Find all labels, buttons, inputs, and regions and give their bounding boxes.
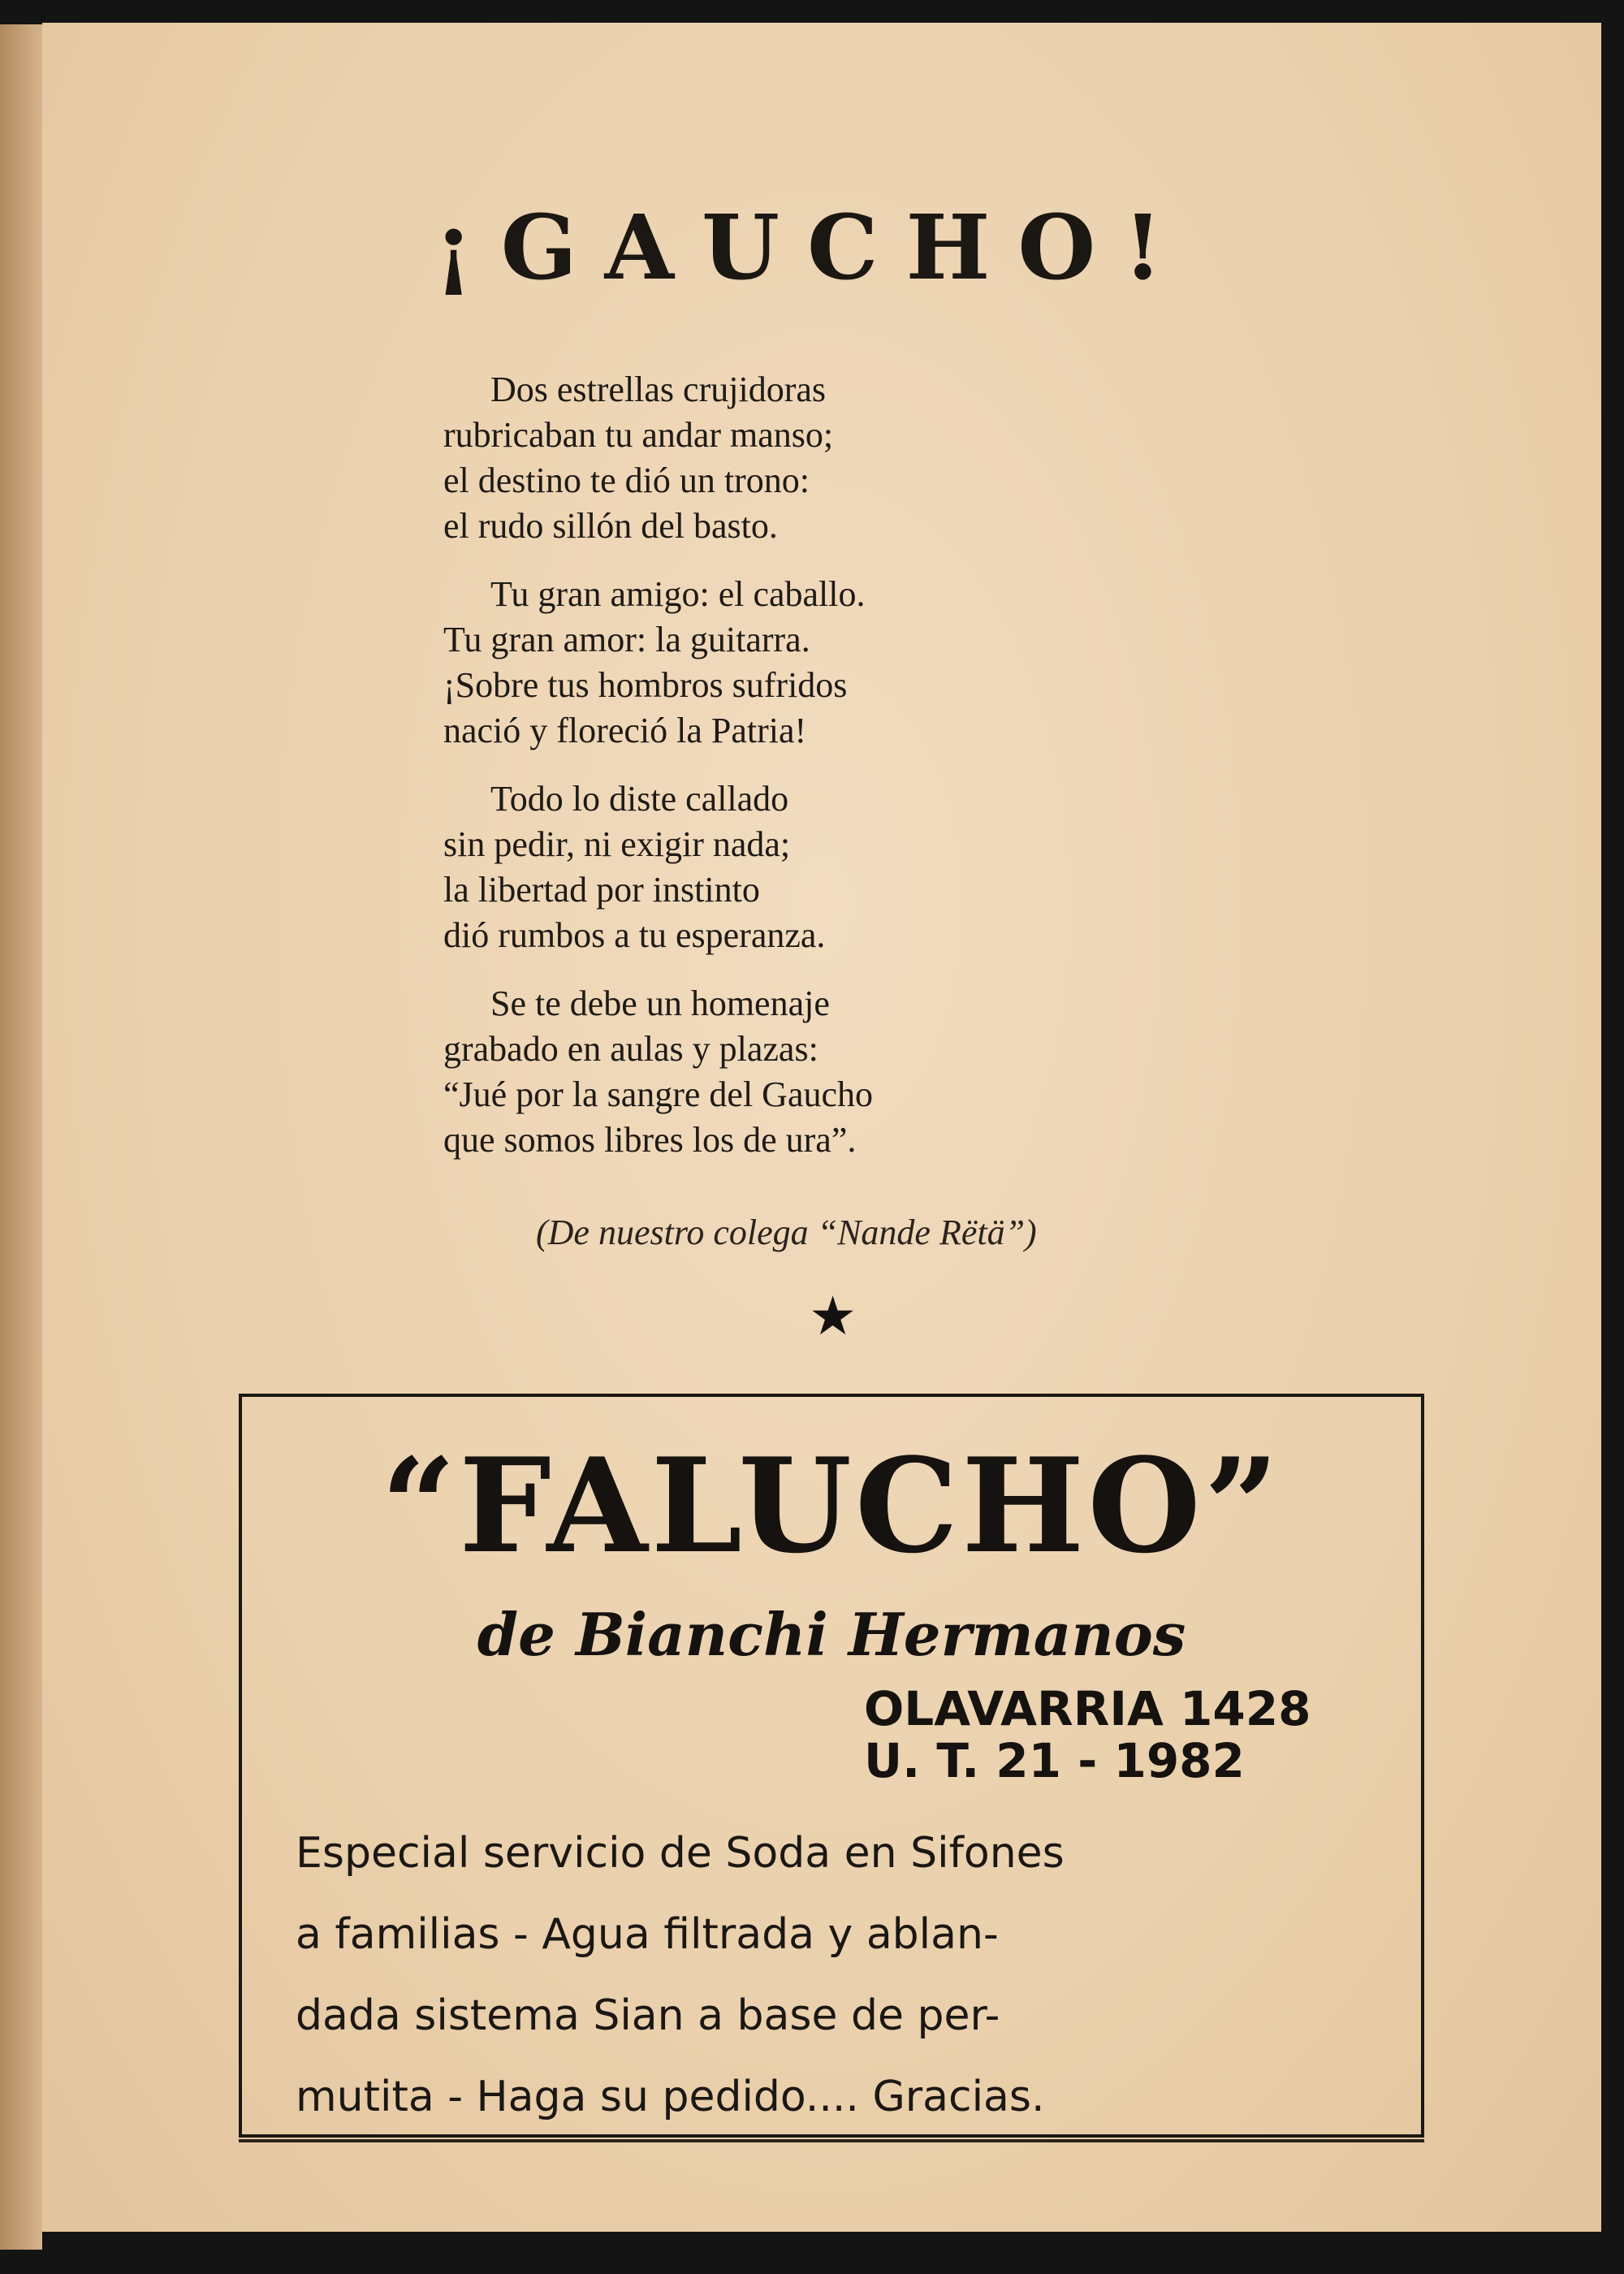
poem-title: ¡GAUCHO! xyxy=(434,195,1190,300)
poem-line: Tu gran amor: la guitarra. xyxy=(443,620,810,659)
page-gutter xyxy=(0,24,42,2250)
address-phone: U. T. 21 - 1982 xyxy=(864,1733,1245,1788)
poem-line: “Jué por la sangre del Gaucho xyxy=(443,1074,874,1114)
advertisement-business-name: “FALUCHO” xyxy=(381,1429,1282,1582)
advertisement-body-line: Especial servicio de Soda en Sifones xyxy=(296,1829,1065,1878)
poem-line: sin pedir, ni exigir nada; xyxy=(443,824,791,864)
poem-line: grabado en aulas y plazas: xyxy=(443,1029,818,1069)
poem-line: que somos libres los de ura”. xyxy=(443,1120,857,1160)
poem-line: nació y floreció la Patria! xyxy=(443,711,807,750)
advertisement-body-line: a familias - Agua filtrada y ablan- xyxy=(296,1910,999,1959)
advertisement-body xyxy=(296,1813,1400,2138)
poem-stanza xyxy=(443,367,1255,549)
poem-line: el rudo sillón del basto. xyxy=(443,506,778,546)
advertisement-body-line: dada sistema Sian a base de per- xyxy=(296,1991,1000,2040)
poem-line: Todo lo diste callado xyxy=(490,779,789,819)
poem-credit: (De nuestro colega “Nande Rëtä”) xyxy=(536,1213,1037,1252)
advertisement-body-line: mutita - Haga su pedido.... Gracias. xyxy=(296,2073,1045,2121)
advertisement-subtitle: de Bianchi Hermanos xyxy=(477,1600,1186,1669)
advertisement-address xyxy=(864,1683,1311,1787)
poem-line: Dos estrellas crujidoras xyxy=(490,370,826,409)
poem-line: el destino te dió un trono: xyxy=(443,460,810,500)
poem-line: rubricaban tu andar manso; xyxy=(443,415,834,455)
poem-line: ¡Sobre tus hombros sufridos xyxy=(443,665,848,705)
poem-stanza xyxy=(443,776,1255,958)
poem-line: Tu gran amigo: el caballo. xyxy=(490,574,866,614)
poem-body xyxy=(443,367,1255,1186)
address-street: OLAVARRIA 1428 xyxy=(864,1681,1311,1736)
star-separator-icon: ★ xyxy=(809,1285,857,1347)
bottom-rule xyxy=(239,2139,1424,2142)
advertisement-box xyxy=(239,1394,1424,2138)
poem-stanza xyxy=(443,572,1255,754)
poem-line: dió rumbos a tu esperanza. xyxy=(443,915,826,955)
poem-line: la libertad por instinto xyxy=(443,870,760,910)
poem-line: Se te debe un homenaje xyxy=(490,984,830,1023)
poem-stanza xyxy=(443,981,1255,1163)
